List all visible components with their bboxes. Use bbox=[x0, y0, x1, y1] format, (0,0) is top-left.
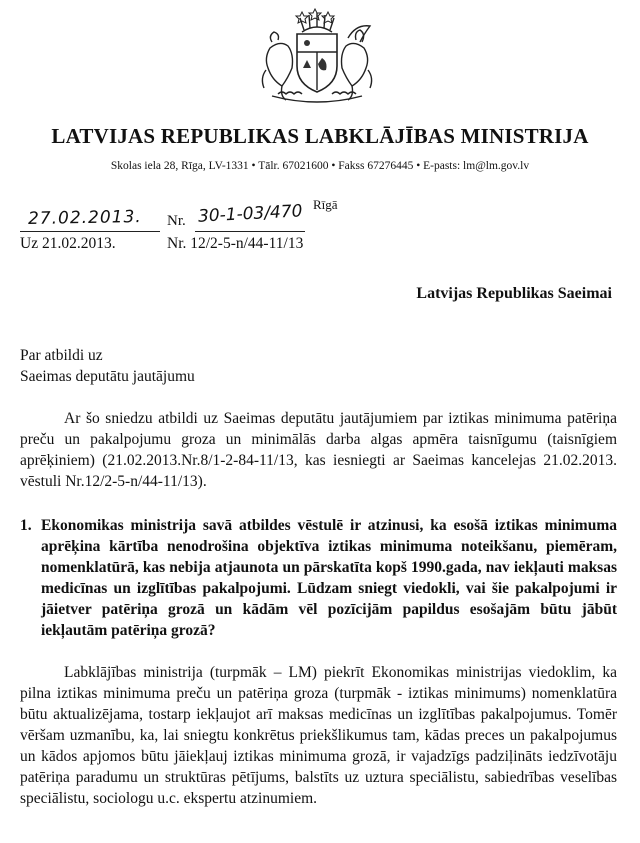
latvia-coat-of-arms-icon bbox=[252, 8, 382, 106]
subject-line-1: Par atbildi uz bbox=[20, 347, 103, 364]
ministry-name: LATVIJAS REPUBLIKAS LABKLĀJĪBAS MINISTRIJA bbox=[51, 124, 589, 148]
handwritten-date: 27.02.2013. bbox=[27, 207, 142, 229]
question-text: Ekonomikas ministrija savā atbildes vēstulē ir atzinusi, ka esošā iztikas minimuma aprēķina kārtība nenodrošina objektīva iztikas minimuma noteikšanu, piemēram, nomenklatūrā, kas nebija atjaunota un pārskatīta kopš 1990.gada, nav iekļauti maksas medicīnas un izglītības pakalpojumi. Lūdzam sniegt viedokli, vai šie pakalpojumi ir jāietver patēriņa grozā un kādām vēl pozīcijām papildus esošajām būtu jābūt iekļautām patēriņa grozā? bbox=[41, 517, 617, 639]
addressee: Latvijas Republikas Saeimai bbox=[416, 285, 612, 302]
number-label: Nr. bbox=[167, 213, 186, 229]
subject-line-2: Saeimas deputātu jautājumu bbox=[20, 368, 195, 385]
intro-paragraph: Ar šo sniedzu atbildi uz Saeimas deputātu jautājumiem par iztikas minimuma patēriņa preču un pakalpojumu groza un minimālās darba algas apmēra taisnīgumu (taisnīgiem aprēķiniem) (21.02.2013.Nr.8/1-2-84-11/13, kas iesniegti ar Saeimas kancelejas 21.02.2013. vēstuli Nr.12/2-5-n/44-11/13). bbox=[20, 410, 617, 490]
question-1 bbox=[20, 515, 617, 641]
number-underline bbox=[195, 231, 305, 232]
date-underline bbox=[20, 231, 160, 232]
ministry-contacts: Skolas iela 28, Rīga, LV-1331 • Tālr. 67021600 • Fakss 67276445 • E-pasts: lm@lm.gov.lv bbox=[110, 160, 530, 172]
place-of-issue: Rīgā bbox=[313, 197, 338, 212]
letter-subject bbox=[20, 345, 195, 387]
answer-paragraph: Labklājības ministrija (turpmāk – LM) piekrīt Ekonomikas ministrijas viedoklim, ka pilna iztikas minimuma preču un patēriņa groza (turpmāk - iztikas minimums) nomenklatūra būtu aktualizējama, tostarp iekļaujot arī maksas medicīnas un izglītības pakalpojumus. Tomēr vēršam uzmanību, ka, lai sniegtu konkrētus priekšlikumus tam, kādas preces un pakalpojumus un kādos apjomos būtu jāiekļauj iztikas minimuma grozā, ir vajadzīgs padziļināts iedzīvotāju patēriņa paradumu un struktūras pētījums, balstīts uz uztura speciālistu, sabiedrības veselības speciālistu, sociologu u.c. ekspertu atzinumiem. bbox=[20, 664, 617, 807]
question-number: 1. bbox=[20, 517, 32, 534]
handwritten-reference-number: 30-1-03/470 bbox=[197, 201, 303, 227]
incoming-date: Uz 21.02.2013. bbox=[20, 235, 116, 252]
incoming-number: Nr. 12/2-5-n/44-11/13 bbox=[167, 235, 304, 252]
